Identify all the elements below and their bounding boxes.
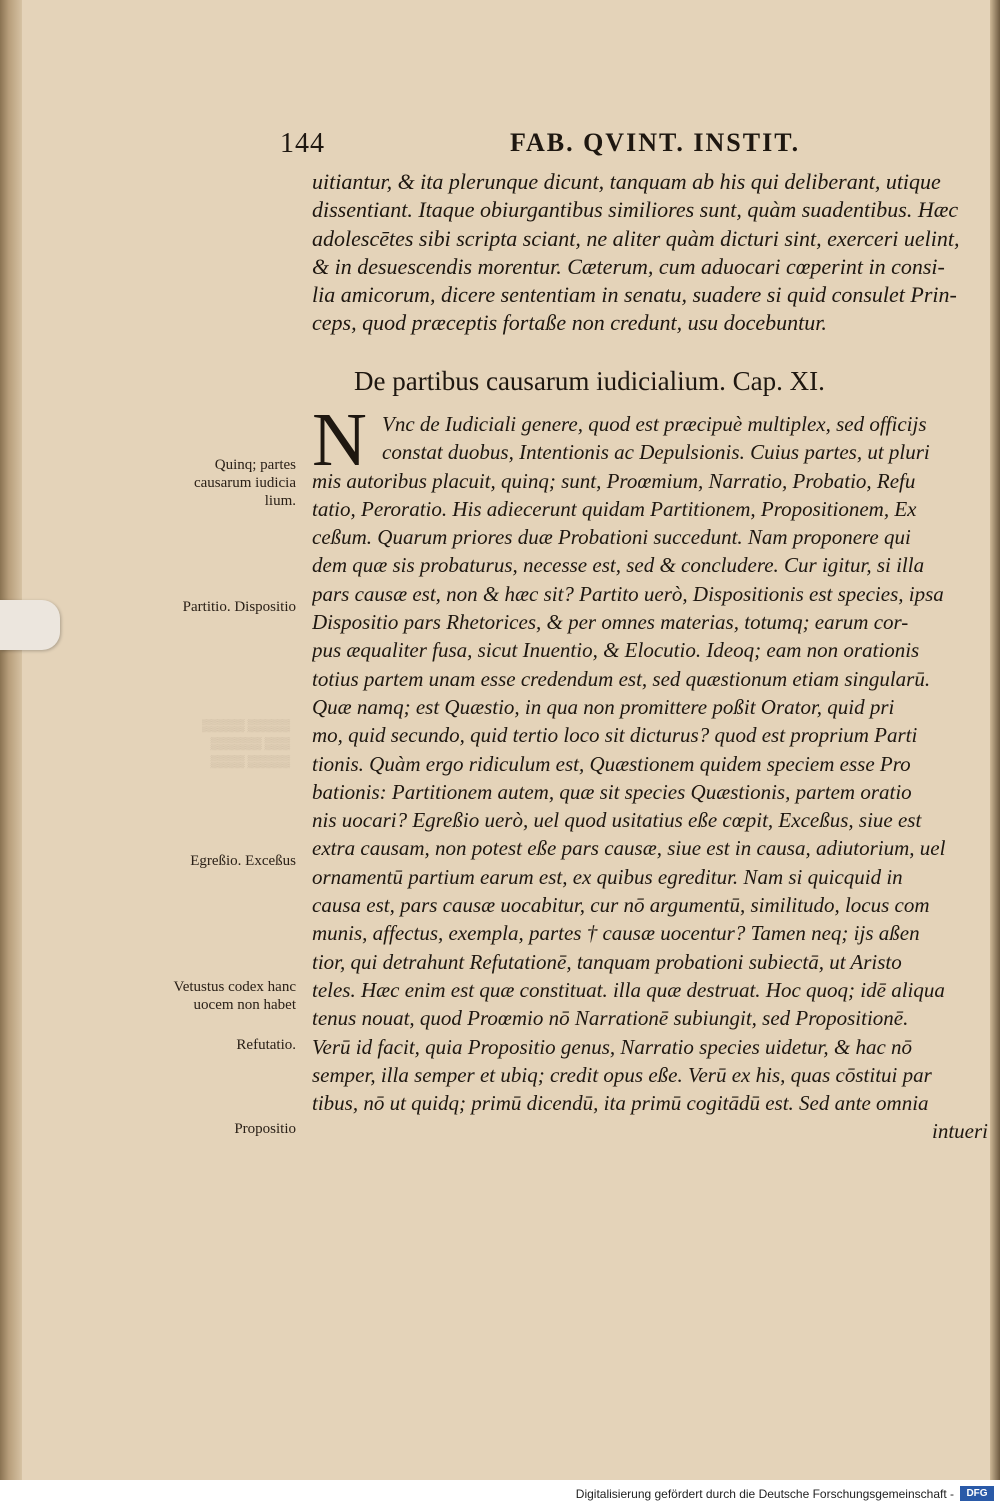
marginal-note-vetustus: Vetustus codex hanc uocem non habet <box>173 979 296 1013</box>
text-line: teles. Hæc enim est quæ constituat. illa quæ destruat. Hoc quoq; idē aliqua <box>312 977 945 1002</box>
text-line: nis uocari? Egreßio uerò, uel quod usitatius eße cœpit, Exceßus, siue est <box>312 808 922 833</box>
page-left-edge <box>0 0 22 1480</box>
text-line: & in desuescendis morentur. Cæterum, cum aduocari cœperint in consi- <box>312 253 945 279</box>
text-line: pus æqualiter fusa, sicut Inuentio, & Elocutio. Ideoq; eam non orationis <box>312 638 920 663</box>
chapter-heading: De partibus causarum iudicialium. Cap. XI. <box>354 366 825 396</box>
text-line: uitiantur, & ita plerunque dicunt, tanquam ab his qui deliberant, utique <box>312 169 941 194</box>
text-line: tibus, nō ut quidq; primū dicendū, ita primū cogitādū est. Sed ante omnia <box>312 1091 929 1116</box>
text-line: extra causam, non potest eße pars causæ, siue est in causa, adiutorium, uel <box>312 836 946 861</box>
drop-cap: N <box>312 398 367 482</box>
paper-tab <box>0 600 60 650</box>
dfg-logo: DFG <box>960 1486 994 1501</box>
text-line: dissentiant. Itaque obiurgantibus similiores sunt, quàm suadentibus. Hæc <box>312 197 959 223</box>
marginal-note-refutatio: Refutatio. <box>236 1037 296 1053</box>
running-title: FAB. QVINT. INSTIT. <box>510 128 801 157</box>
page-number: 144 <box>280 128 325 159</box>
text-line: Vnc de Iudiciali genere, quod est præcipuè multiplex, sed officijs <box>382 412 927 436</box>
text-line: pars causæ est, non & hæc sit? Partito uerò, Dispositionis est species, ipsa <box>312 581 944 606</box>
text-line: Quæ namq; est Quæstio, in qua non promittere poßit Orator, quid pri <box>312 694 895 719</box>
chapter-body <box>312 410 988 1146</box>
text-line: tatio, Peroratio. His adiecerunt quidam Partitionem, Propositionem, Ex <box>312 496 917 521</box>
text-line: constat duobus, Intentionis ac Depulsionis. Cuius partes, ut pluri <box>382 440 930 465</box>
text-line: dem quæ sis probaturus, necesse est, sed & concludere. Cur igitur, si illa <box>312 553 925 578</box>
show-through-text: ▒▒▒▒▒ ▒▒▒▒▒ ▒▒▒▒▒▒ ▒▒▒ ▒▒▒▒ ▒▒▒▒▒ <box>201 718 290 768</box>
text-line: tior, qui detrahunt Refutationē, tanquam probationi subiectā, ut Aristo <box>312 949 902 974</box>
text-line: Verū id facit, quia Propositio genus, Narratio species uidetur, & hac nō <box>312 1034 913 1059</box>
running-header <box>280 128 870 164</box>
marginal-note-propositio: Propositio <box>234 1121 296 1137</box>
text-line: lia amicorum, dicere sententiam in senatu, suadere si quid consulet Prin- <box>312 282 957 308</box>
text-line: semper, illa semper et ubiq; credit opus eße. Verū ex his, quas cōstitui par <box>312 1062 932 1087</box>
text-line: ceps, quod præceptis fortaße non credunt, usu docebuntur. <box>312 310 827 336</box>
marginal-note-quinque: Quinq; partes causarum iudicia lium. <box>193 457 296 509</box>
text-line: mis autoribus placuit, quinq; sunt, Proœmium, Narratio, Probatio, Refu <box>312 468 916 493</box>
text-line: bationis: Partitionem autem, quæ sit species Quæstionis, partem oratio <box>312 779 912 804</box>
text-line: totius partem unam esse credendum est, sed quæstionum etiam singularū. <box>312 666 931 691</box>
text-line: tenus nouat, quod Proœmio nō Narrationē subiungit, sed Propositionē. <box>312 1006 909 1031</box>
text-line: causa est, pars causæ uocabitur, cur nō argumentū, similitudo, locus com <box>312 893 930 918</box>
footer-credit: Digitalisierung gefördert durch die Deutsche Forschungsgemeinschaft - <box>575 1487 954 1501</box>
text-line: ornamentū partium earum est, ex quibus egreditur. Nam si quicquid in <box>312 864 903 889</box>
text-line: adolescētes sibi scripta sciant, ne aliter quàm dicturi sint, exerceri uelint, <box>312 225 960 251</box>
text-line: tionis. Quàm ergo ridiculum est, Quæstionem quidem speciem esse Pro <box>312 751 911 776</box>
text-line: mo, quid secundo, quid tertio loco sit dicturus? quod est proprium Parti <box>312 723 918 748</box>
marginal-note-partitio: Partitio. Dispositio <box>182 599 296 615</box>
text-line: Dispositio pars Rhetorices, & per omnes materias, totumq; earum cor- <box>312 610 909 635</box>
catchword: intueri <box>932 1119 988 1144</box>
text-line: munis, affectus, exempla, partes † causæ uocentur? Tamen neq; ijs aßen <box>312 921 920 946</box>
text-line: ceßum. Quarum priores duæ Probationi succedunt. Nam proponere qui <box>312 525 911 550</box>
footer-bar <box>0 1480 1000 1507</box>
page-fore-edge <box>990 0 1000 1480</box>
marginal-note-egressio: Egreßio. Exceßus <box>190 853 296 869</box>
top-paragraph <box>312 168 988 338</box>
